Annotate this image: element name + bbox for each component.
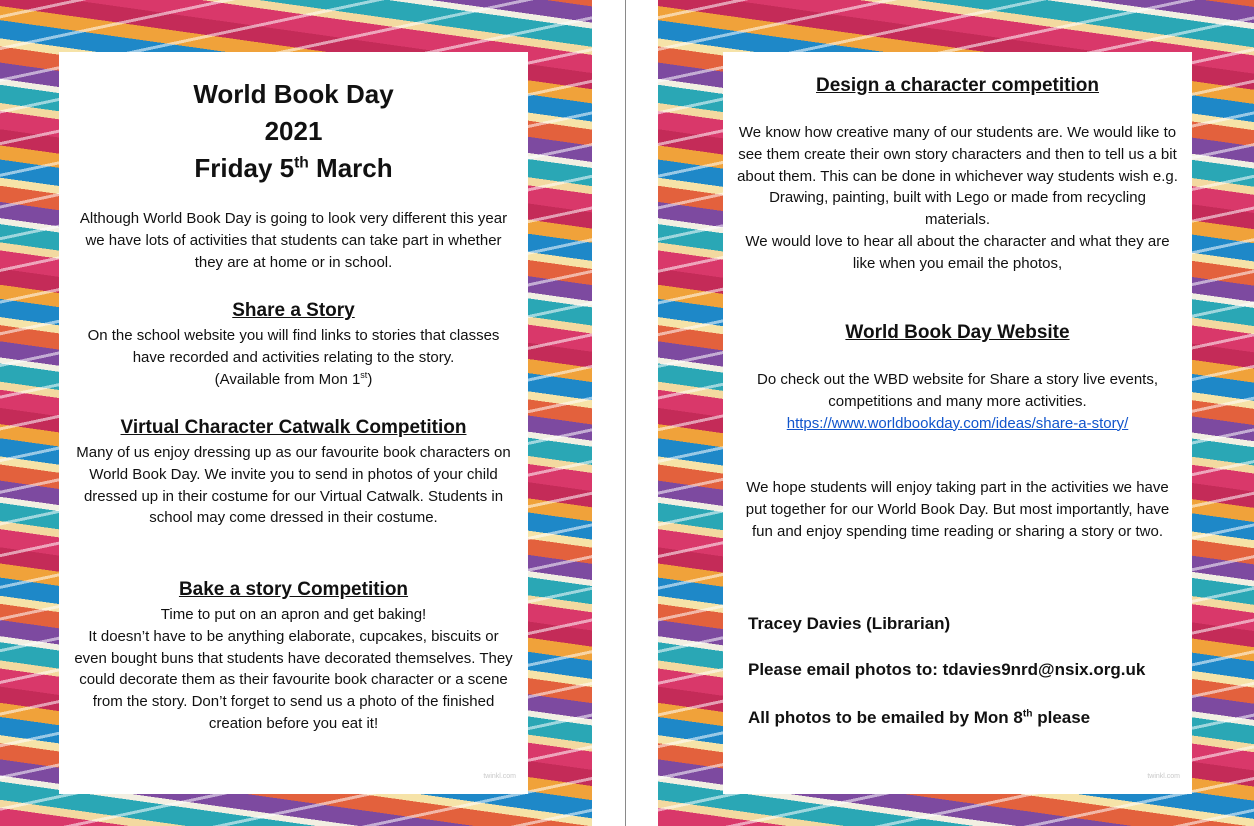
share-story-text: On the school website you will find links to stories that classes have recorded and activities relating to the story. (Available from Mon 1st) (87, 327, 500, 388)
title-line-2: 2021 (264, 116, 323, 146)
title-line-1: World Book Day (193, 79, 394, 109)
page-divider (625, 0, 626, 826)
right-flyer-card (723, 52, 1192, 794)
design-character-heading: Design a character competition (816, 75, 1099, 96)
closing-text: We hope students will enjoy taking part in the activities we have put together for our World Book Day. But most importantly, have fun and enjoy spending time reading or sharing a story or two. (745, 479, 1170, 540)
website-heading: World Book Day Website (845, 322, 1070, 343)
email-instruction: Please email photos to: tdavies9nrd@nsix.org.uk (748, 660, 1146, 679)
share-story-heading: Share a Story (232, 300, 355, 321)
website-text: Do check out the WBD website for Share a story live events, competitions and many more activities. https://www.worldbookday.com/ideas/share-a-story/ (756, 371, 1158, 432)
left-flyer-card (59, 52, 528, 794)
twinkl-watermark: twinkl.com (483, 773, 516, 780)
title-line-3: Friday 5th March (194, 153, 393, 183)
catwalk-heading: Virtual Character Catwalk Competition (120, 417, 467, 438)
twinkl-watermark: twinkl.com (1147, 773, 1180, 780)
deadline-text: All photos to be emailed by Mon 8th please (748, 708, 1091, 727)
design-character-text: We know how creative many of our students are. We would like to see them create their own story characters and then to tell us a bit about them. This can be done in whichever way students wish e.g. Drawing, painting, built with Lego or made from recycling materials. We would love to hear all about the character and what they are like when you email the photos, (737, 124, 1178, 272)
wbd-website-link[interactable]: https://www.worldbookday.com/ideas/share-a-story/ (786, 414, 1129, 432)
signature: Tracey Davies (Librarian) (748, 614, 951, 633)
bake-heading: Bake a story Competition (178, 579, 409, 600)
catwalk-text: Many of us enjoy dressing up as our favourite book characters on World Book Day. We invite you to send in photos of your child dressed up in their costume for our Virtual Catwalk. Students in school may come dressed in their costume. (76, 444, 511, 527)
bake-text: Time to put on an apron and get baking! It doesn’t have to be anything elaborate, cupcakes, biscuits or even bought buns that students have decorated themselves. They could decorate them as their favourite book character or a scene from the story. Don’t forget to send us a photo of the finished creation before you eat it! (74, 606, 513, 732)
intro-paragraph: Although World Book Day is going to look very different this year we have lots of activities that students can take part in whether they are at home or in school. (79, 210, 508, 271)
